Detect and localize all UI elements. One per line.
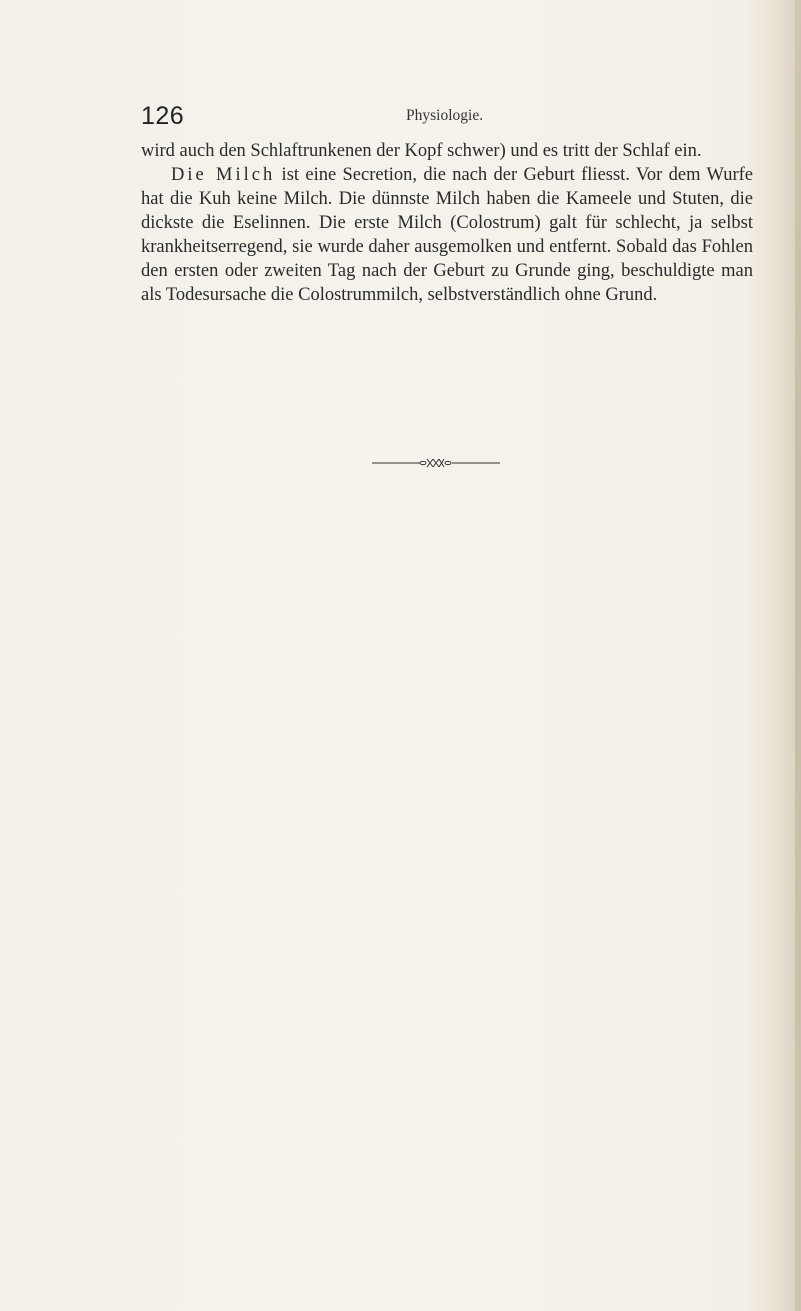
paragraph-2-text: ist eine Secretion, die nach der Geburt fliesst. Vor dem Wurfe hat die Kuh keine Milch. Die dünnste Milch haben die Kameele und Stuten, die dickste die Eselinnen. Die erste Milch (Colostrum) galt für schlecht, ja selbst krankheitserregend, sie wurde daher ausgemolken und entfernt. Sobald das Fohlen den ersten oder zweiten Tag nach der Geburt zu Grunde ging, beschuldigte man als Todesursache die Colostrummilch, selbstverständlich ohne Grund.: [141, 165, 753, 305]
paragraph-1: wird auch den Schlaftrunkenen der Kopf schwer) und es tritt der Schlaf ein.: [141, 141, 702, 161]
running-head: Physiologie.: [406, 107, 484, 124]
body-text: [141, 139, 753, 307]
page-edge: [795, 0, 801, 1311]
paragraph-2: [141, 163, 753, 307]
page-number: 126: [141, 102, 185, 130]
emphasized-term: Die Milch: [171, 165, 276, 185]
ornament-divider-icon: [372, 456, 500, 470]
page-header: [141, 102, 751, 132]
